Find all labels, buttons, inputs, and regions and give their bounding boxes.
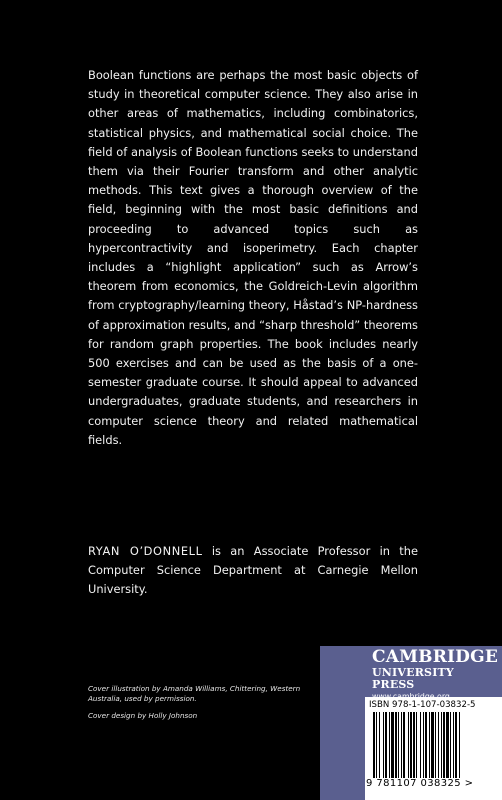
book-description: Boolean functions are perhaps the most basic objects of study in theoretical computer science. They also arise in other areas of mathematics, including combinatorics, statistical physics, and mathematical social choice. The field of analysis of Boolean functions seeks to understand them via their Fourier transform and other analytic methods. This text gives a thorough overview of the field, beginning with the most basic definitions and proceeding to advanced topics such as hypercontractivity and isoperimetry. Each chapter includes a “highlight application” such as Arrow’s theorem from economics, the Goldreich-Levin algorithm from cryptography/learning theory, Håstad’s NP-hardness of approximation results, and “sharp threshold” theorems for random graph properties. The book includes nearly 500 exercises and can be used as the basis of a one-semester graduate course. It should appeal to advanced undergraduates, graduate students, and researchers in computer science theory and related mathematical fields. <box>88 68 418 447</box>
illustration-credit: Cover illustration by Amanda Williams, Chittering, Western Australia, used by permission. <box>88 684 301 704</box>
author-bio-text: is an Associate Professor in the Computer Science Department at Carnegie Mellon University. <box>88 544 418 597</box>
publisher-logo <box>372 647 499 702</box>
author-name: RYAN O’DONNELL <box>88 544 203 558</box>
barcode-icon <box>373 712 497 778</box>
publisher-name: CAMBRIDGE <box>372 647 499 667</box>
design-credit: Cover design by Holly Johnson <box>88 710 198 720</box>
publisher-press: UNIVERSITY PRESS <box>372 666 454 691</box>
isbn-label: ISBN 978-1-107-03832-5 <box>369 700 476 710</box>
author-bio <box>88 542 418 600</box>
barcode-digits: 9 781107 038325 > <box>366 778 474 789</box>
cover-credits <box>88 684 308 727</box>
